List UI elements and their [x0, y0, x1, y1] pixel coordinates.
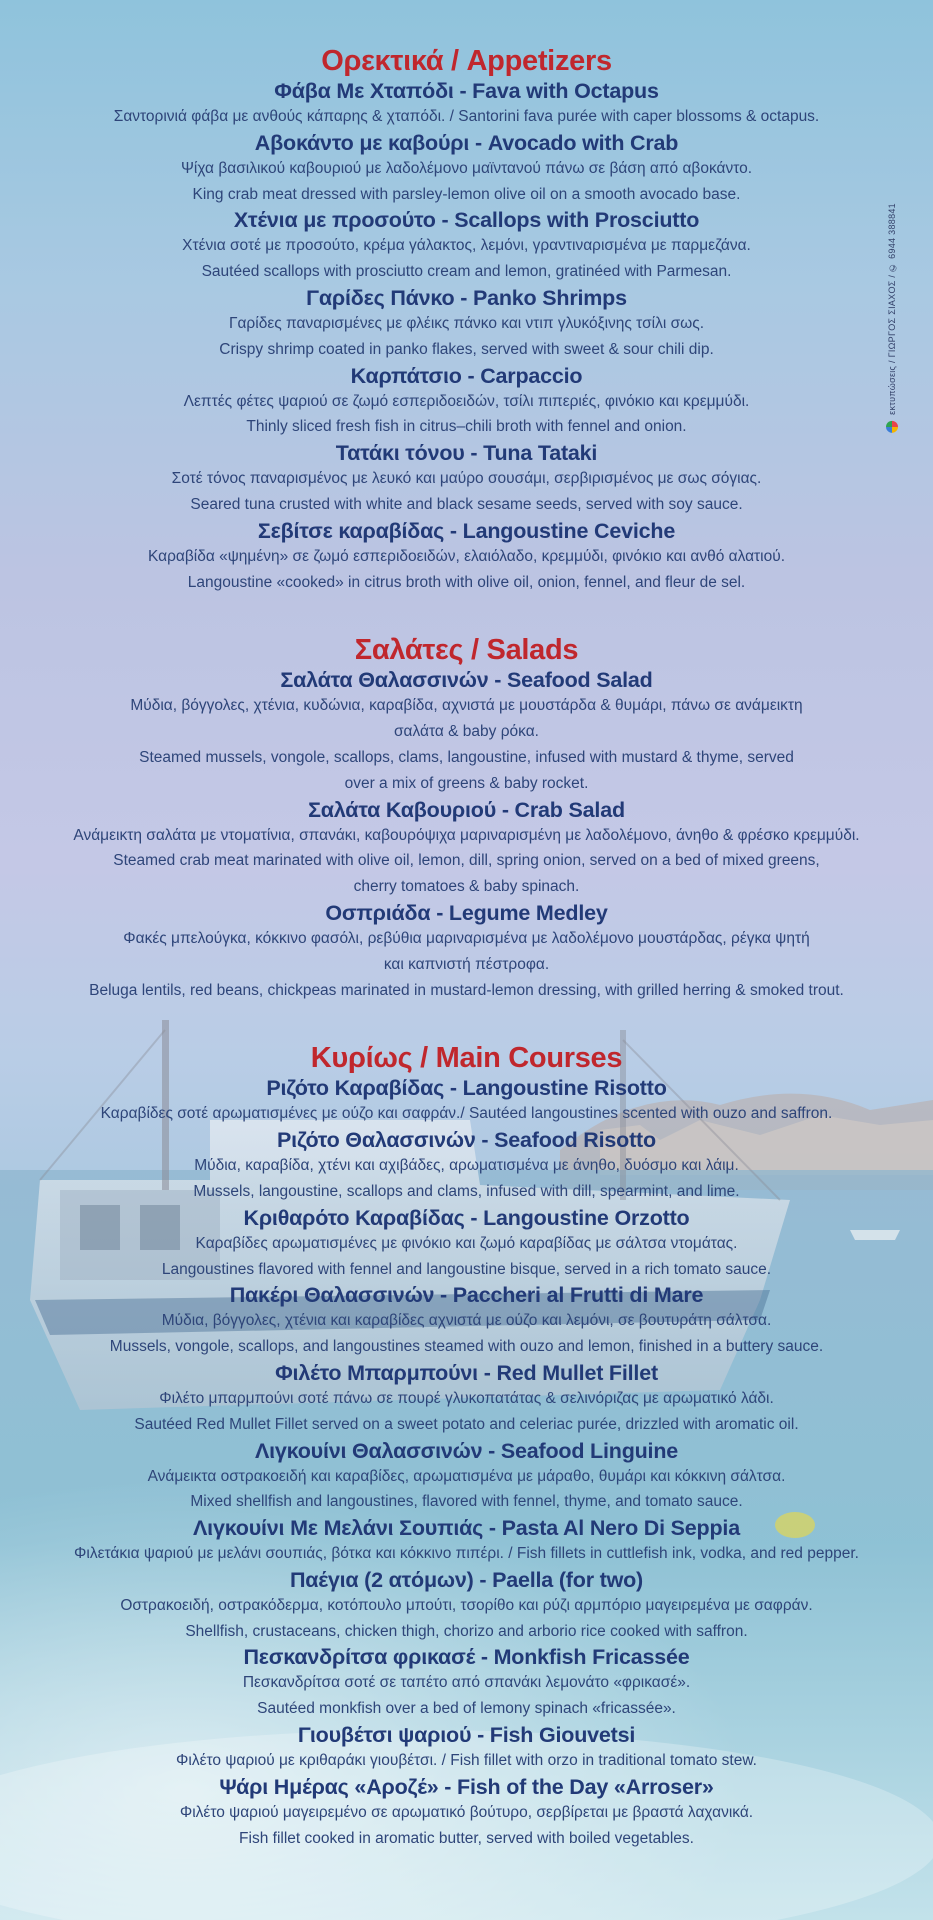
- dish-description: Ανάμεικτα οστρακοειδή και καραβίδες, αρωματισμένα με μάραθο, θυμάρι και κόκκινη σάλτσα.: [147, 1467, 786, 1485]
- dish-description: Φιλέτο ψαριού με κριθαράκι γιουβέτσι. / Fish fillet with orzo in traditional tomato stew.: [176, 1752, 757, 1770]
- menu-item: [0, 797, 933, 900]
- menu-item: [0, 440, 933, 518]
- dish-description: Μύδια, βόγγολες, χτένια και καραβίδες αχνιστά με ούζο και λεμόνι, σε βουτυράτη σάλτσα.: [161, 1312, 772, 1330]
- dish-description: Φακές μπελούγκα, κόκκινο φασόλι, ρεβύθια μαριναρισμένα με λαδολέμονο μουστάρδας, ρέγκα ψητή: [123, 929, 810, 947]
- dish-description: Mussels, vongole, scallops, and langoustines steamed with ouzo and lemon, finished in a buttery sauce.: [109, 1338, 824, 1356]
- menu-item: [0, 207, 933, 285]
- dish-description: Langoustine «cooked» in citrus broth with olive oil, onion, fennel, and fleur de sel.: [187, 573, 746, 591]
- dish-description: Ανάμεικτη σαλάτα με ντοματίνια, σπανάκι, καβουρόψιχα μαριναρισμένη με λαδολέμονο, άνηθο & φρέσκο κρεμμύδι.: [73, 826, 860, 844]
- printer-logo-icon: [886, 421, 898, 433]
- dish-description: Καραβίδα «ψημένη» σε ζωμό εσπεριδοειδών, ελαιόλαδο, κρεμμύδι, φινόκιο και ανθό αλατιού.: [147, 547, 786, 565]
- dish-name: Χτένια με προσούτο - Scallops with Prosciutto: [233, 208, 700, 233]
- dish-name: Σεβίτσε καραβίδας - Langoustine Ceviche: [257, 518, 676, 543]
- menu-section: [0, 44, 933, 595]
- printer-credit: [886, 203, 898, 433]
- menu-item: [0, 78, 933, 130]
- dish-description: Φιλέτο ψαριού μαγειρεμένο σε αρωματικό βούτυρο, σερβίρεται με βραστά λαχανικά.: [179, 1803, 754, 1821]
- dish-description: Langoustines flavored with fennel and langoustine bisque, served in a rich tomato sauce.: [161, 1260, 772, 1278]
- dish-description: over a mix of greens & baby rocket.: [344, 774, 589, 792]
- section-title: Ορεκτικά / Appetizers: [321, 45, 612, 77]
- menu-item: [0, 1360, 933, 1438]
- menu-item: [0, 518, 933, 596]
- dish-description: Σοτέ τόνος παναρισμένος με λευκό και μαύρο σουσάμι, σερβιρισμένος με σως σόγιας.: [171, 470, 762, 488]
- dish-description: Sautéed scallops with prosciutto cream and lemon, gratinéed with Parmesan.: [201, 263, 732, 281]
- menu-item: [0, 1774, 933, 1852]
- menu-item: [0, 1567, 933, 1645]
- dish-description: Γαρίδες παναρισμένες με φλέικς πάνκο και ντιπ γλυκόξινης τσίλι σως.: [228, 314, 705, 332]
- dish-description: Crispy shrimp coated in panko flakes, served with sweet & sour chili dip.: [219, 340, 714, 358]
- menu-item: [0, 285, 933, 363]
- dish-name: Γαρίδες Πάνκο - Panko Shrimps: [306, 285, 627, 310]
- dish-description: Sautéed monkfish over a bed of lemony spinach «fricassée».: [257, 1700, 676, 1718]
- dish-name: Γιουβέτσι ψαριού - Fish Giouvetsi: [297, 1723, 636, 1748]
- dish-description: Μύδια, καραβίδα, χτένι και αχιβάδες, αρωματισμένα με άνηθο, δυόσμο και λάιμ.: [194, 1157, 739, 1175]
- dish-name: Αβοκάντο με καβούρι - Avocado with Crab: [254, 130, 679, 155]
- dish-name: Πακέρι Θαλασσινών - Paccheri al Frutti di Mare: [229, 1283, 704, 1308]
- section-title: Κυρίως / Main Courses: [310, 1042, 623, 1075]
- dish-name: Πεσκανδρίτσα φρικασέ - Monkfish Fricassée: [243, 1645, 690, 1670]
- menu-item: [0, 1282, 933, 1360]
- dish-description: Μύδια, βόγγολες, χτένια, κυδώνια, καραβίδα, αχνιστά με μουστάρδα & θυμάρι, πάνω σε ανάμεικτη: [130, 697, 803, 715]
- dish-name: Λιγκουίνι Με Μελάνι Σουπιάς - Pasta Al Nero Di Seppia: [193, 1516, 740, 1541]
- menu-section: [0, 633, 933, 1003]
- dish-description: Mixed shellfish and langoustines, flavored with fennel, thyme, and tomato sauce.: [190, 1493, 743, 1511]
- dish-description: Steamed crab meat marinated with olive oil, lemon, dill, spring onion, served on a bed of mixed greens,: [113, 852, 820, 870]
- dish-description: Sautéed Red Mullet Fillet served on a sweet potato and celeriac purée, drizzled with aromatic oil.: [134, 1415, 799, 1433]
- dish-description: Φιλετάκια ψαριού με μελάνι σουπιάς, βότκα και κόκκινο πιπέρι. / Fish fillets in cuttlefish ink, vodka, and red pepper.: [74, 1545, 859, 1563]
- dish-description: Thinly sliced fresh fish in citrus–chili broth with fennel and onion.: [246, 418, 687, 436]
- dish-description: σαλάτα & baby ρόκα.: [393, 723, 539, 741]
- menu-item: [0, 1205, 933, 1283]
- printer-credit-text: εκτυπώσεις / ΓΙΩΡΓΟΣ ΣΙΑΧΟΣ / ✆ 6944 388841: [887, 203, 897, 415]
- dish-name: Ψάρι Ημέρας «Αροζέ» - Fish of the Day «Arroser»: [219, 1774, 714, 1799]
- dish-name: Σαλάτα Καβουριού - Crab Salad: [308, 797, 625, 822]
- dish-description: Λεπτές φέτες ψαριού σε ζωμό εσπεριδοειδών, τσίλι πιπεριές, φινόκιο και κρεμμύδι.: [183, 392, 750, 410]
- dish-description: Steamed mussels, vongole, scallops, clams, langoustine, infused with mustard & thyme, served: [139, 748, 794, 766]
- dish-description: Beluga lentils, red beans, chickpeas marinated in mustard-lemon dressing, with grilled herring & smoked trout.: [89, 981, 844, 999]
- dish-name: Φιλέτο Μπαρμπούνι - Red Mullet Fillet: [275, 1360, 658, 1385]
- menu-item: [0, 667, 933, 796]
- menu-item: [0, 1075, 933, 1127]
- menu-section: [0, 1041, 933, 1851]
- menu-item: [0, 1438, 933, 1516]
- menu-item: [0, 363, 933, 441]
- dish-name: Τατάκι τόνου - Tuna Tataki: [335, 441, 598, 466]
- dish-description: Καραβίδες σοτέ αρωματισμένες με ούζο και σαφράν./ Sautéed langoustines scented with ouzo and saffron.: [100, 1105, 833, 1123]
- menu-item: [0, 130, 933, 208]
- dish-description: King crab meat dressed with parsley-lemon olive oil on a smooth avocado base.: [192, 185, 741, 203]
- dish-description: cherry tomatoes & baby spinach.: [353, 878, 580, 896]
- section-title: Σαλάτες / Salads: [354, 634, 579, 667]
- dish-description: Φιλέτο μπαρμπούνι σοτέ πάνω σε πουρέ γλυκοπατάτας & σελινόριζας με αρωματικό λάδι.: [159, 1389, 774, 1407]
- dish-name: Κριθαρότο Καραβίδας - Langoustine Orzotto: [243, 1205, 690, 1230]
- dish-name: Παέγια (2 ατόμων) - Paella (for two): [289, 1567, 644, 1592]
- dish-name: Φάβα Με Χταπόδι - Fava with Octapus: [274, 79, 659, 103]
- dish-name: Ριζότο Θαλασσινών - Seafood Risotto: [277, 1128, 656, 1153]
- dish-description: Shellfish, crustaceans, chicken thigh, chorizo and arborio rice cooked with saffron.: [185, 1622, 748, 1640]
- dish-description: Mussels, langoustine, scallops and clams, infused with dill, spearmint, and lime.: [193, 1182, 740, 1200]
- dish-description: Οστρακοειδή, οστρακόδερμα, κοτόπουλο μπούτι, τσορίθο και ρύζι αρμπόριο μαγειρεμένα με σαφράν.: [120, 1596, 813, 1614]
- menu-item: [0, 1127, 933, 1205]
- menu-item: [0, 1644, 933, 1722]
- dish-name: Καρπάτσιο - Carpaccio: [350, 363, 583, 388]
- dish-description: Fish fillet cooked in aromatic butter, served with boiled vegetables.: [239, 1829, 694, 1847]
- dish-name: Σαλάτα Θαλασσινών - Seafood Salad: [280, 668, 653, 693]
- dish-description: Χτένια σοτέ με προσούτο, κρέμα γάλακτος, λεμόνι, γραντιναρισμένα με παρμεζάνα.: [182, 237, 751, 255]
- menu-item: [0, 900, 933, 1003]
- dish-name: Οσπριάδα - Legume Medley: [325, 900, 608, 925]
- dish-description: Seared tuna crusted with white and black sesame seeds, served with soy sauce.: [190, 495, 743, 513]
- dish-name: Ριζότο Καραβίδας - Langoustine Risotto: [266, 1076, 667, 1101]
- menu-item: [0, 1515, 933, 1567]
- dish-name: Λιγκουίνι Θαλασσινών - Seafood Linguine: [254, 1438, 679, 1463]
- dish-description: Σαντορινιά φάβα με ανθούς κάπαρης & χταπόδι. / Santorini fava purée with caper blossoms & octapus.: [113, 108, 820, 125]
- dish-description: και καπνιστή πέστροφα.: [383, 955, 550, 973]
- dish-description: Πεσκανδρίτσα σοτέ σε ταπέτο από σπανάκι λεμονάτο «φρικασέ».: [242, 1674, 691, 1692]
- dish-description: Ψίχα βασιλικού καβουριού με λαδολέμονο μαϊντανού πάνω σε βάση από αβοκάντο.: [180, 159, 753, 177]
- menu-item: [0, 1722, 933, 1774]
- menu: [0, 44, 933, 1851]
- dish-description: Καραβίδες αρωματισμένες με φινόκιο και ζωμό καραβίδας με σάλτσα ντομάτας.: [195, 1234, 738, 1252]
